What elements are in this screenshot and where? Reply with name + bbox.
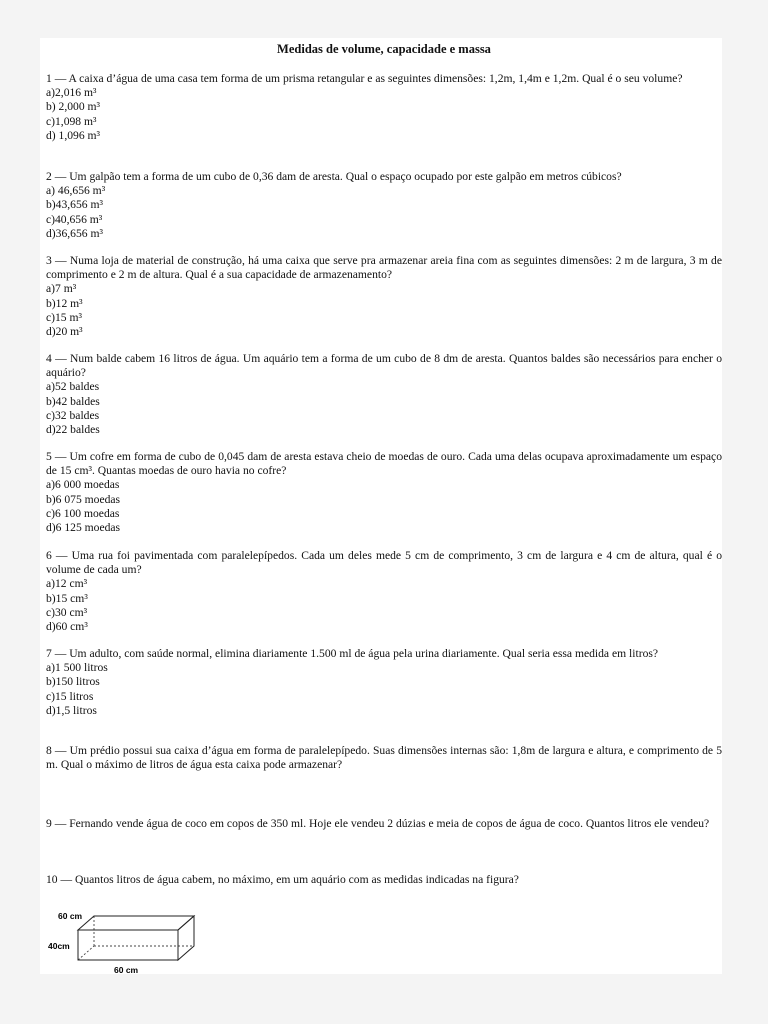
- question-stem: 2 — Um galpão tem a forma de um cubo de 0,36 dam de aresta. Qual o espaço ocupado por este galpão em metros cúbicos?: [46, 170, 622, 183]
- option-a: a)1 500 litros: [46, 661, 108, 675]
- option-d: d)20 m³: [46, 325, 83, 339]
- aquarium-figure: [44, 906, 200, 976]
- hidden-edge: [78, 946, 94, 960]
- height-label: 40cm: [48, 941, 70, 951]
- top-face: [78, 916, 194, 930]
- question-stem: 5 — Um cofre em forma de cubo de 0,045 dam de aresta estava cheio de moedas de ouro. Cada uma delas ocupava aproximadamente um espaço de 15 cm³. Quantas moedas de ouro havia no cofre?: [46, 450, 722, 478]
- option-b: b)43,656 m³: [46, 198, 103, 212]
- front-face: [78, 930, 178, 960]
- right-face: [178, 916, 194, 960]
- option-b: b)150 litros: [46, 675, 100, 689]
- option-a: a) 46,656 m³: [46, 184, 106, 198]
- option-b: b)15 cm³: [46, 591, 88, 605]
- option-b: b)6 075 moedas: [46, 492, 121, 506]
- option-a: a)6 000 moedas: [46, 478, 120, 492]
- option-d: d)60 cm³: [46, 620, 88, 634]
- box-diagram: [44, 906, 200, 976]
- option-c: c)40,656 m³: [46, 212, 103, 226]
- question-7: [46, 647, 722, 718]
- option-d: d)1,5 litros: [46, 703, 97, 717]
- question-1: [46, 72, 722, 143]
- option-a: a)7 m³: [46, 282, 77, 296]
- option-c: c)1,098 m³: [46, 114, 97, 128]
- depth-label: 60 cm: [58, 911, 83, 921]
- question-5: [46, 450, 722, 535]
- question-stem: 1 — A caixa d’água de uma casa tem forma de um prisma retangular e as seguintes dimensões: 1,2m, 1,4m e 1,2m. Qual é o seu volume?: [46, 72, 683, 85]
- question-4: [46, 352, 722, 437]
- option-d: d) 1,096 m³: [46, 128, 101, 142]
- option-d: d)22 baldes: [46, 423, 100, 437]
- question-stem: 3 — Numa loja de material de construção, há uma caixa que serve pra armazenar areia fina com as seguintes dimensões: 2 m de largura, 3 m de comprimento e 2 m de altura. Qual é a sua capacidade de armazenamento?: [46, 254, 722, 282]
- width-label: 60 cm: [114, 965, 139, 975]
- question-2: [46, 170, 722, 241]
- option-a: a)52 baldes: [46, 380, 100, 394]
- question-stem: 4 — Num balde cabem 16 litros de água. Um aquário tem a forma de um cubo de 8 dm de aresta. Quantos baldes são necessários para encher o aquário?: [46, 352, 722, 380]
- question-9: [46, 817, 722, 831]
- option-c: c)6 100 moedas: [46, 506, 120, 520]
- option-b: b) 2,000 m³: [46, 100, 101, 114]
- option-c: c)15 litros: [46, 689, 94, 703]
- option-d: d)36,656 m³: [46, 226, 103, 240]
- option-c: c)30 cm³: [46, 605, 88, 619]
- question-3: [46, 254, 722, 339]
- option-d: d)6 125 moedas: [46, 521, 121, 535]
- question-6: [46, 549, 722, 634]
- option-b: b)42 baldes: [46, 394, 100, 408]
- worksheet-title: Medidas de volume, capacidade e massa: [277, 42, 491, 56]
- question-stem: 10 — Quantos litros de água cabem, no máximo, em um aquário com as medidas indicadas na figura?: [46, 873, 519, 886]
- question-stem: 8 — Um prédio possui sua caixa d’água em forma de paralelepípedo. Suas dimensões internas são: 1,8m de largura e altura, e comprimento de 5 m. Qual o máximo de litros de água esta caixa pode armazenar?: [46, 744, 722, 772]
- option-c: c)15 m³: [46, 310, 82, 324]
- question-stem: 6 — Uma rua foi pavimentada com paralelepípedos. Cada um deles mede 5 cm de comprimento, 3 cm de largura e 4 cm de altura, qual é o volume de cada um?: [46, 549, 722, 577]
- option-c: c)32 baldes: [46, 408, 100, 422]
- option-a: a)12 cm³: [46, 577, 88, 591]
- question-10: [46, 873, 722, 887]
- option-a: a)2,016 m³: [46, 86, 97, 100]
- question-8: [46, 744, 722, 772]
- option-b: b)12 m³: [46, 296, 83, 310]
- question-stem: 7 — Um adulto, com saúde normal, elimina diariamente 1.500 ml de água pela urina diariamente. Qual seria essa medida em litros?: [46, 647, 659, 660]
- question-stem: 9 — Fernando vende água de coco em copos de 350 ml. Hoje ele vendeu 2 dúzias e meia de copos de água de coco. Quantos litros ele vendeu?: [46, 817, 710, 830]
